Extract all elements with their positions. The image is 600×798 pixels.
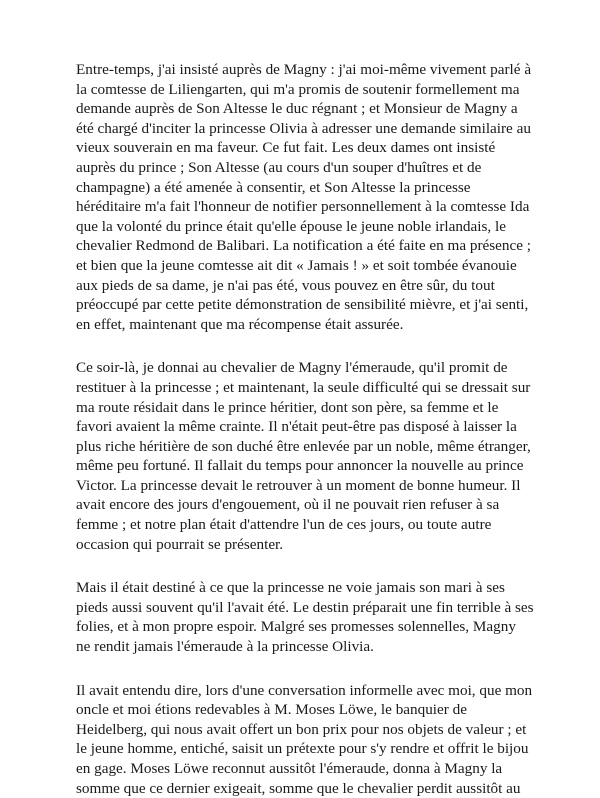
paragraph-3: Mais il était destiné à ce que la princesse ne voie jamais son mari à ses pieds aussi souvent qu'il l'avait été. Le destin préparait une fin terrible à ses folies, et à mon propre espoir. Malgré ses promesses solennelles, Magny ne rendit jamais l'émeraude à la princesse Olivia. xyxy=(76,579,534,656)
paragraph-4: Il avait entendu dire, lors d'une conversation informelle avec moi, que mon oncle et moi étions redevables à M. Moses Löwe, le banquier de Heidelberg, qui nous avait offert un bon prix pour nos objets de valeur ; et le jeune homme, entiché, saisit un prétexte pour s'y rendre et offrit le bijou en gage. Moses Löwe reconnut aussitôt l'émeraude, donna à Magny la somme que ce dernier exigeait, somme que le chevalier perdit aussitôt au xyxy=(76,681,533,797)
paragraph-2: Ce soir-là, je donnai au chevalier de Magny l'émeraude, qu'il promit de restituer à la princesse ; et maintenant, la seule difficulté qui se dressait sur ma route résidait dans le prince héritier, dont son père, sa femme et le favori avaient la même crainte. Il n'était peut-être pas disposé à laisser la plus riche héritière de son duché être enlevée par un noble, même étranger, même peu fortuné. Il fallait du temps pour annoncer la nouvelle au prince Victor. La princesse devait le retrouver à un moment de bonne humeur. Il avait encore des jours d'engouement, où il ne pouvait rien refuser à sa femme ; et notre plan était d'attendre l'un de ces jours, ou toute autre occasion qui pourrait se présenter. xyxy=(76,359,531,553)
paragraph-1: Entre-temps, j'ai insisté auprès de Magny : j'ai moi-même vivement parlé à la comtesse de Liliengarten, qui m'a promis de soutenir formellement ma demande auprès de Son Altesse le duc régnant ; et Monsieur de Magny a été chargé d'inciter la princesse Olivia à adresser une demande similaire au vieux souverain en ma faveur. Ce fut fait. Les deux dames ont insisté auprès du prince ; Son Altesse (au cours d'un souper d'huîtres et de champagne) a été amenée à consentir, et Son Altesse la princesse héréditaire m'a fait l'honneur de notifier personnellement à la comtesse Ida que la volonté du prince était qu'elle épouse le jeune noble irlandais, le chevalier Redmond de Balibari. La notification a été faite en ma présence ; et bien que la jeune comtesse ait dit « Jamais ! » et soit tombée évanouie aux pieds de sa dame, je n'ai pas été, vous pouvez en être sûr, du tout préoccupé par cette petite démonstration de sensibilité mièvre, et j'ai senti, en effet, maintenant que ma récompense était assurée. xyxy=(76,61,532,333)
